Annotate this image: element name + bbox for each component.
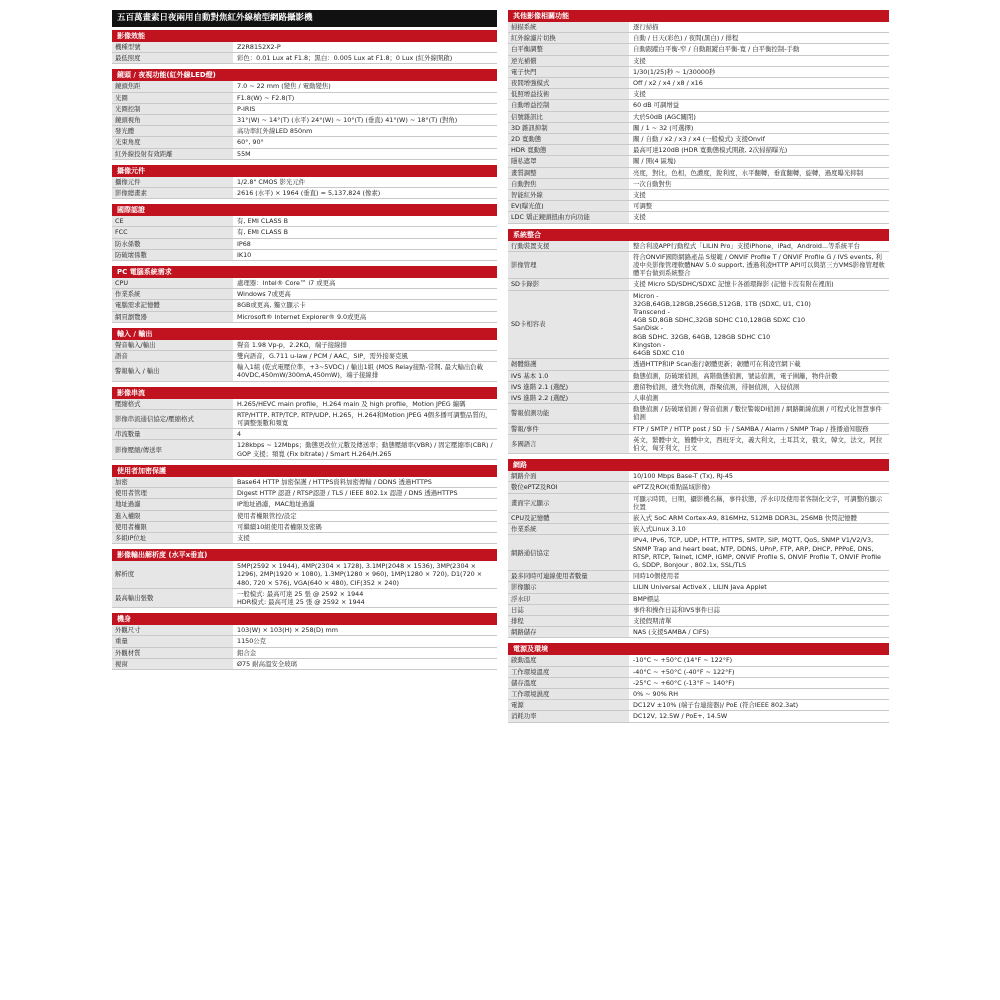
spec-value: 人車偵測 xyxy=(633,393,659,402)
spec-label: 網路通信協定 xyxy=(508,535,630,570)
spec-value: 60 dB 可調增益 xyxy=(633,101,680,110)
spec-section xyxy=(112,266,497,323)
spec-label: HDR 寬動態 xyxy=(508,145,630,155)
spec-value: 55M xyxy=(237,149,251,158)
spec-label: CE xyxy=(112,216,234,226)
spec-value: 符合ONVIF國際網路產品 S規範 / ONVIF Profile T / ONVIF Profile G / IVS events, 利凌中央影像管理軟體NAV 5.0 support, 透過利凌HTTP API可以與第三方VMS影像管理軟體平台做到系統整合 xyxy=(633,252,885,278)
spec-row xyxy=(508,168,889,179)
spec-label: SD卡錄影 xyxy=(508,279,630,289)
spec-row xyxy=(112,648,497,659)
spec-row xyxy=(112,362,497,381)
spec-value: 0% ~ 90% RH xyxy=(633,689,679,698)
spec-row xyxy=(112,115,497,126)
spec-value: IP68 xyxy=(237,239,251,248)
spec-section xyxy=(112,165,497,199)
spec-value: 支援 xyxy=(237,533,250,542)
spec-label: EV(曝光值) xyxy=(508,201,630,211)
spec-section xyxy=(112,465,497,544)
spec-label: 防破壞係數 xyxy=(112,250,234,260)
spec-value: 鋁合金 xyxy=(237,648,257,657)
spec-row xyxy=(508,393,889,404)
spec-label: 鏡頭焦距 xyxy=(112,81,234,91)
spec-row xyxy=(508,252,889,280)
spec-row xyxy=(508,582,889,593)
spec-label: 啟動溫度 xyxy=(508,655,630,665)
spec-value: 1/2.8" CMOS 影光元件 xyxy=(237,177,306,186)
section-header: 影像串流 xyxy=(112,387,497,399)
spec-value: 雙向語音，G.711 u-law / PCM / AAC，SIP，需外接麥克風 xyxy=(237,352,408,361)
section-header: 網路 xyxy=(508,459,889,471)
spec-label: 工作環境濕度 xyxy=(508,689,630,699)
spec-label: IVS 基本 1.0 xyxy=(508,371,630,381)
spec-row xyxy=(112,177,497,188)
spec-label: 網頁瀏覽器 xyxy=(112,312,234,322)
spec-value: RTP/HTTP, RTP/TCP, RTP/UDP, H.265，H.264和Motion JPEG 4個多播可調整品質的，可調整張數和頻寬 xyxy=(237,410,492,428)
spec-row xyxy=(508,700,889,711)
section-header: 機身 xyxy=(112,613,497,625)
spec-label: FCC xyxy=(112,227,234,237)
spec-section xyxy=(112,204,497,261)
section-header: 攝像元件 xyxy=(112,165,497,177)
spec-value: 有, EMI CLASS B xyxy=(237,228,288,237)
spec-row xyxy=(112,149,497,160)
spec-label: 聲音輸入/輸出 xyxy=(112,340,234,350)
spec-label: 隱私遮罩 xyxy=(508,156,630,166)
spec-value: IK10 xyxy=(237,250,252,259)
spec-label: 光圈控制 xyxy=(112,104,234,114)
spec-row xyxy=(508,241,889,252)
spec-row xyxy=(508,44,889,55)
spec-value: 自動跟蹤白平衡-窄 / 自動跟蹤白平衡-寬 / 白平衡控制-手動 xyxy=(633,45,800,54)
section-header: 影像效能 xyxy=(112,30,497,42)
section-header: 國際認證 xyxy=(112,204,497,216)
spec-row xyxy=(508,190,889,201)
spec-row xyxy=(112,216,497,227)
spec-row xyxy=(508,22,889,33)
spec-section xyxy=(508,643,889,722)
spec-value: 128kbps ~ 12Mbps；動態更改位元數及傳送率；動態壓縮率(VBR) / 固定壓縮率(CBR) / GOP 支援；頻寬 (Fix bitrate) / Smart H.264/H.265 xyxy=(237,441,493,458)
spec-row xyxy=(508,513,889,524)
spec-value: Ø75 耐高溫安全玻璃 xyxy=(237,659,297,668)
spec-label: 影像壓縮/傳送率 xyxy=(112,440,234,458)
spec-label: 加密 xyxy=(112,477,234,487)
section-header: 系統整合 xyxy=(508,229,889,241)
spec-value: 1/30(1/25)秒 ~ 1/30000秒 xyxy=(633,67,716,76)
spec-label: 影像管理 xyxy=(508,252,630,279)
section-header: 使用者加密保護 xyxy=(112,465,497,477)
spec-row xyxy=(508,594,889,605)
spec-label: 掃描系統 xyxy=(508,22,630,32)
spec-value: ePTZ及ROI(重點區域影像) xyxy=(633,483,711,492)
spec-value: 4 xyxy=(237,430,242,439)
spec-value: 動態偵測，防破壞偵測，高階動態偵測，號誌偵測，電子圍籬，物件計數 xyxy=(633,371,838,380)
spec-row xyxy=(112,477,497,488)
section-header: 電源及環境 xyxy=(508,643,889,655)
spec-row xyxy=(508,156,889,167)
spec-row xyxy=(508,605,889,616)
spec-value: 關 / 開(4 區塊) xyxy=(633,157,676,166)
spec-value: 遺留物偵測，遺失物偵測，群聚偵測，徘徊偵測，入侵偵測 xyxy=(633,382,800,391)
section-header: 輸入 / 輸出 xyxy=(112,328,497,340)
spec-value: 使用者權限管控/設定 xyxy=(237,511,297,520)
spec-value: 大於50dB (AGC關閉) xyxy=(633,112,696,121)
spec-row xyxy=(112,188,497,199)
spec-value: 7.0 ~ 22 mm (變焦 / 電動變焦) xyxy=(237,82,331,91)
spec-value: 支援假期清單 xyxy=(633,616,672,625)
spec-row xyxy=(508,145,889,156)
spec-label: 外觀尺寸 xyxy=(112,625,234,635)
spec-value: 自動 / 日天(彩色) / 夜間(黑白) / 排程 xyxy=(633,34,739,43)
spec-value: 31°(W) ~ 14°(T) (水平) 24°(W) ~ 10°(T) (垂直) 41°(W) ~ 18°(T) (對角) xyxy=(237,116,458,125)
spec-value: DC12V ±10% (端子台連接器)/ PoE (符合IEEE 802.3at) xyxy=(633,701,799,710)
spec-value: 103(W) × 103(H) × 258(D) mm xyxy=(237,626,338,635)
spec-label: 最低照度 xyxy=(112,53,234,63)
spec-label: 電腦需求記憶體 xyxy=(112,300,234,310)
spec-value: Windows 7或更高 xyxy=(237,290,291,299)
spec-label: 2D 寬動態 xyxy=(508,134,630,144)
spec-label: 使用者權限 xyxy=(112,522,234,532)
spec-label: 進入權限 xyxy=(112,511,234,521)
spec-value: NAS (支援SAMBA / CIFS) xyxy=(633,628,710,637)
spec-value: 一次自動對焦 xyxy=(633,179,672,188)
spec-value: 一般模式: 最高可達 25 張 @ 2592 × 1944 HDR模式: 最高可達 25 張 @ 2592 × 1944 xyxy=(237,589,365,606)
spec-label: 日誌 xyxy=(508,605,630,615)
spec-label: 壓縮格式 xyxy=(112,399,234,409)
spec-label: 消耗功率 xyxy=(508,711,630,721)
spec-row xyxy=(508,212,889,223)
spec-value: Off / x2 / x4 / x8 / x16 xyxy=(633,79,703,88)
spec-row xyxy=(508,67,889,78)
spec-row xyxy=(112,625,497,636)
spec-label: 最高輸出張數 xyxy=(112,589,234,607)
spec-label: 警報偵測功能 xyxy=(508,404,630,422)
spec-value: 8GB或更高, 獨立顯示卡 xyxy=(237,301,306,310)
spec-row xyxy=(508,382,889,393)
spec-row xyxy=(112,53,497,64)
spec-label: 網路儲存 xyxy=(508,627,630,637)
spec-section xyxy=(508,459,889,638)
spec-row xyxy=(508,201,889,212)
spec-value: 嵌入式 SoC ARM Cortex-A9, 816MHz, 512MB DDR3L, 256MB 快閃記憶體 xyxy=(633,513,857,522)
spec-label: 紅外線濾片切換 xyxy=(508,33,630,43)
left-column xyxy=(112,10,497,675)
spec-label: 信號雜訊比 xyxy=(508,112,630,122)
spec-value: 輸入1組 (乾式電壓位準，+3~5VDC) / 輸出1組 (MOS Relay接點-常開, 最大輸出負載 40VDC,450mW/300mA,450mW)，端子接線排 xyxy=(237,363,484,380)
spec-value: 有, EMI CLASS B xyxy=(237,217,288,226)
spec-row xyxy=(112,410,497,429)
spec-row xyxy=(508,424,889,435)
section-header: 其他影像相關功能 xyxy=(508,10,889,22)
spec-section xyxy=(112,30,497,64)
spec-label: 畫質調整 xyxy=(508,168,630,178)
spec-label: 警報/事件 xyxy=(508,424,630,434)
spec-label: 重量 xyxy=(112,636,234,646)
spec-label: CPU xyxy=(112,278,234,288)
spec-label: CPU及記憶體 xyxy=(508,513,630,523)
spec-row xyxy=(112,511,497,522)
spec-row xyxy=(112,81,497,92)
spec-row xyxy=(508,279,889,290)
spec-label: 自動增益控制 xyxy=(508,100,630,110)
spec-label: 作業系統 xyxy=(112,289,234,299)
spec-row xyxy=(508,371,889,382)
spec-value: 關 / 自動 / x2 / x3 / x4 (一般模式) 支援Onvif xyxy=(633,135,765,144)
spec-label: 外觀材質 xyxy=(112,648,234,658)
spec-value: -25°C ~ +60°C (-13°F ~ 140°F) xyxy=(633,678,735,687)
section-header: 影像輸出解析度 (水平x垂直) xyxy=(112,549,497,561)
spec-value: 高功率紅外線LED 850nm xyxy=(237,127,313,136)
spec-label: 視窗 xyxy=(112,659,234,669)
spec-value: Micron - 32GB,64GB,128GB,256GB,512GB, 1TB (SDXC, U1, C10) Transcend - 4GB SD,8GB SDHC,32GB SDHC C10,128GB SDXC C10 SanDisk - 8GB SDHC. 32GB, 64GB, 128GB SDHC C10 Kingston - 64GB SDXC C10 xyxy=(633,291,811,358)
spec-value: Digest HTTP 認證 / RTSP認證 / TLS / IEEE 802.1x 認證 / DNS 透過HTTPS xyxy=(237,489,458,498)
spec-label: 串流數量 xyxy=(112,429,234,439)
spec-row xyxy=(508,123,889,134)
spec-row xyxy=(112,399,497,410)
spec-row xyxy=(508,616,889,627)
spec-row xyxy=(112,340,497,351)
spec-value: 透過HTTP和IP Scan進行韌體更新；韌體可在利凌官網下載 xyxy=(633,360,801,369)
spec-row xyxy=(508,689,889,700)
spec-value: 可調整 xyxy=(633,202,653,211)
spec-value: 處理器：Intel® Core™ i7 或更高 xyxy=(237,279,336,288)
spec-value: Base64 HTTP 加密保護 / HTTPS資料加密傳輸 / DDNS 透過HTTPS xyxy=(237,477,432,486)
spec-row xyxy=(112,227,497,238)
spec-value: 彩色：0.01 Lux at F1.8；黑白：0.005 Lux at F1.8；0 Lux (紅外線開啟) xyxy=(237,54,453,63)
spec-row xyxy=(508,112,889,123)
spec-row xyxy=(112,488,497,499)
spec-value: 支援 xyxy=(633,90,646,99)
spec-value: 60°, 90° xyxy=(237,138,264,147)
spec-value: IP地址過濾，MAC地址過濾 xyxy=(237,500,315,509)
spec-row xyxy=(112,250,497,261)
spec-label: 多國語言 xyxy=(508,435,630,453)
spec-row xyxy=(508,33,889,44)
spec-value: 逐行掃描 xyxy=(633,23,659,31)
spec-value: F1.8(W) ~ F2.8(T) xyxy=(237,93,295,102)
spec-label: IVS 進階 2.1 (選配) xyxy=(508,382,630,392)
spec-label: 工作環境溫度 xyxy=(508,667,630,677)
spec-label: 行動裝置支援 xyxy=(508,241,630,251)
spec-value: P-IRIS xyxy=(237,104,256,113)
spec-section xyxy=(112,387,497,460)
spec-row xyxy=(508,655,889,666)
spec-section xyxy=(508,10,889,224)
spec-row xyxy=(508,179,889,190)
spec-value: LILIN Universal ActiveX , LILIN Java Applet xyxy=(633,583,767,592)
spec-row xyxy=(112,104,497,115)
spec-row xyxy=(508,89,889,100)
spec-label: 智能紅外線 xyxy=(508,190,630,200)
spec-value: 支援 xyxy=(633,191,646,200)
spec-section xyxy=(112,613,497,670)
spec-label: IVS 進階 2.2 (選配) xyxy=(508,393,630,403)
spec-label: 作業系統 xyxy=(508,524,630,534)
spec-row xyxy=(112,289,497,300)
spec-label: 鏡頭視角 xyxy=(112,115,234,125)
spec-row xyxy=(508,535,889,571)
spec-row xyxy=(508,78,889,89)
spec-value: 動態偵測 / 防破壞偵測 / 聲音偵測 / 數位警報DI偵測 / 網路斷線偵測 / 可程式化智慧事件偵測 xyxy=(633,405,882,422)
spec-label: 多組IP位址 xyxy=(112,533,234,543)
spec-value: 嵌入式Linux 3.10 xyxy=(633,525,686,534)
spec-label: 機種型號 xyxy=(112,42,234,52)
spec-row xyxy=(508,471,889,482)
spec-row xyxy=(112,429,497,440)
spec-label: 白平衡調整 xyxy=(508,44,630,54)
spec-label: 語音 xyxy=(112,351,234,361)
spec-section xyxy=(112,549,497,608)
spec-label: 韌體維護 xyxy=(508,359,630,369)
spec-label: 逆光補償 xyxy=(508,56,630,66)
spec-label: 地址過濾 xyxy=(112,499,234,509)
spec-label: 影像串流通信協定/壓縮格式 xyxy=(112,410,234,428)
spec-row xyxy=(112,499,497,510)
spec-label: 浮水印 xyxy=(508,594,630,604)
spec-label: 電源 xyxy=(508,700,630,710)
spec-row xyxy=(508,667,889,678)
spec-value: H.265/HEVC main profile，H.264 main 及 high profile，Motion JPEG 編碼 xyxy=(237,399,466,408)
spec-label: 使用者管理 xyxy=(112,488,234,498)
spec-label: 防水係數 xyxy=(112,239,234,249)
right-column xyxy=(508,10,889,728)
spec-label: SD卡相容表 xyxy=(508,291,630,359)
spec-row xyxy=(112,42,497,53)
spec-label: 解析度 xyxy=(112,561,234,588)
spec-row xyxy=(112,126,497,137)
spec-value: 1150公克 xyxy=(237,637,267,646)
spec-label: 光束角度 xyxy=(112,137,234,147)
spec-row xyxy=(112,589,497,608)
spec-value: 最高可達120dB (HDR 寬動態模式開啟, 2次掃描曝光) xyxy=(633,146,788,155)
spec-row xyxy=(508,404,889,423)
spec-value: 聲音 1.98 Vp-p，2.2KΩ，端子接線排 xyxy=(237,340,347,349)
spec-row xyxy=(508,627,889,638)
spec-section xyxy=(508,229,889,454)
spec-row xyxy=(112,659,497,670)
spec-label: 3D 雜訊抑制 xyxy=(508,123,630,133)
spec-label: 網路介面 xyxy=(508,471,630,481)
spec-value: FTP / SMTP / HTTP post / SD 卡 / SAMBA / Alarm / SNMP Trap / 推播通知服務 xyxy=(633,424,869,433)
spec-row xyxy=(112,93,497,104)
spec-value: DC12V, 12.5W / PoE+, 14.5W xyxy=(633,712,728,721)
spec-value: 10/100 Mbps Base-T (Tx), RJ-45 xyxy=(633,472,733,481)
spec-row xyxy=(508,56,889,67)
spec-value: 支援 xyxy=(633,213,646,222)
spec-section xyxy=(112,69,497,159)
spec-value: 整合利凌APP行動程式「LILIN Pro」支援iPhone，iPad，Android...等系統平台 xyxy=(633,241,861,250)
spec-value: Microsoft® Internet Explorer® 9.0或更高 xyxy=(237,312,367,321)
spec-value: 同時10個使用者 xyxy=(633,572,680,581)
section-header: PC 電腦系統需求 xyxy=(112,266,497,278)
spec-value: 可顯示時間，日期，攝影機名稱，事件狀態，浮水印及使用者客制化文字，可調整的顯示位置 xyxy=(633,494,883,511)
spec-value: 亮度，對比，色相，色濃度，銳利度，水平翻轉，垂直翻轉，旋轉，過度曝光抑制 xyxy=(633,168,864,177)
spec-label: 排程 xyxy=(508,616,630,626)
spec-label: 低照增益技術 xyxy=(508,89,630,99)
spec-row xyxy=(112,533,497,544)
spec-value: 可繼續10組使用者權限及密碼 xyxy=(237,522,322,531)
spec-section xyxy=(112,328,497,382)
spec-value: 支援 xyxy=(633,56,646,65)
spec-value: BMP標誌 xyxy=(633,594,660,603)
spec-row xyxy=(112,440,497,459)
spec-value: 英文，繁體中文，簡體中文，西班牙文，義大利文，土耳其文，俄文，韓文，法文，阿拉伯文，匈牙利文，日文 xyxy=(633,435,883,452)
spec-label: 警報輸入 / 輸出 xyxy=(112,362,234,380)
spec-label: 數位ePTZ及ROI xyxy=(508,482,630,492)
spec-label: 紅外線投射有效距離 xyxy=(112,149,234,159)
spec-label: 夜間增強模式 xyxy=(508,78,630,88)
spec-row xyxy=(112,522,497,533)
spec-row xyxy=(112,636,497,647)
spec-value: -40°C ~ +50°C (-40°F ~ 122°F) xyxy=(633,667,735,676)
spec-row xyxy=(508,711,889,722)
spec-row xyxy=(112,351,497,362)
spec-row xyxy=(508,435,889,454)
spec-value: 關 / 1 ~ 32 (可選擇) xyxy=(633,123,694,132)
spec-row xyxy=(508,134,889,145)
spec-row xyxy=(508,494,889,513)
spec-value: Z2R8152X2-P xyxy=(237,43,281,51)
spec-value: -10°C ~ +50°C (14°F ~ 122°F) xyxy=(633,656,733,665)
spec-label: 儲存溫度 xyxy=(508,678,630,688)
spec-row xyxy=(508,359,889,370)
spec-label: 光圈 xyxy=(112,93,234,103)
spec-row xyxy=(112,239,497,250)
spec-label: 影像總畫素 xyxy=(112,188,234,198)
spec-row xyxy=(112,561,497,589)
spec-row xyxy=(112,312,497,323)
spec-row xyxy=(112,300,497,311)
spec-label: 畫面字元顯示 xyxy=(508,494,630,512)
spec-row xyxy=(508,100,889,111)
spec-row xyxy=(508,571,889,582)
page-title: 五百萬畫素日夜兩用自動對焦紅外線槍型網路攝影機 xyxy=(112,10,497,27)
spec-value: 支援 Micro SD/SDHC/SDXC 記憶卡各循環錄影 (記憶卡沒有附在裡面) xyxy=(633,280,834,289)
spec-row xyxy=(508,524,889,535)
spec-label: LDC 矯正鏡頭扭曲方向功能 xyxy=(508,212,630,222)
spec-value: IPv4, IPv6, TCP, UDP, HTTP, HTTPS, SMTP, SIP, MQTT, QoS, SNMP V1/V2/V3, SNMP Trap and heart beat, NTP, DDNS, UPnP, FTP, ARP, DHCP, PPPoE, DNS, RTSP, RTCP, Telnet, ICMP, IGMP, ONVIF Profile S, ONVIF Profile T, ONVIF Profile G, SDDP, Bonjour , 802.1x, SSL/TLS xyxy=(633,536,881,569)
spec-value: 5MP(2592 × 1944), 4MP(2304 × 1728), 3.1MP(2048 × 1536), 3MP(2304 × 1296), 2MP(1920 × 1080), 1.3MP(1280 × 960), 1MP(1280 × 720), D1(720 × 480, 720 × 576), VGA(640 × 480), CIF(352 × 240) xyxy=(237,562,483,587)
spec-label: 自動對焦 xyxy=(508,179,630,189)
spec-label: 最多同時可連線使用者數量 xyxy=(508,571,630,581)
spec-value: 2616 (水平) × 1964 (垂直) = 5,137,824 (像素) xyxy=(237,189,381,198)
section-header: 鏡頭 / 夜視功能(紅外線LED燈) xyxy=(112,69,497,81)
spec-label: 電子快門 xyxy=(508,67,630,77)
spec-row xyxy=(112,278,497,289)
spec-label: 影像顯示 xyxy=(508,582,630,592)
spec-row xyxy=(112,137,497,148)
spec-row xyxy=(508,678,889,689)
spec-value: 事件和操作日誌和IVS事件日誌 xyxy=(633,605,720,614)
spec-label: 發光體 xyxy=(112,126,234,136)
spec-row xyxy=(508,291,889,360)
spec-row xyxy=(508,482,889,493)
spec-label: 攝像元件 xyxy=(112,177,234,187)
